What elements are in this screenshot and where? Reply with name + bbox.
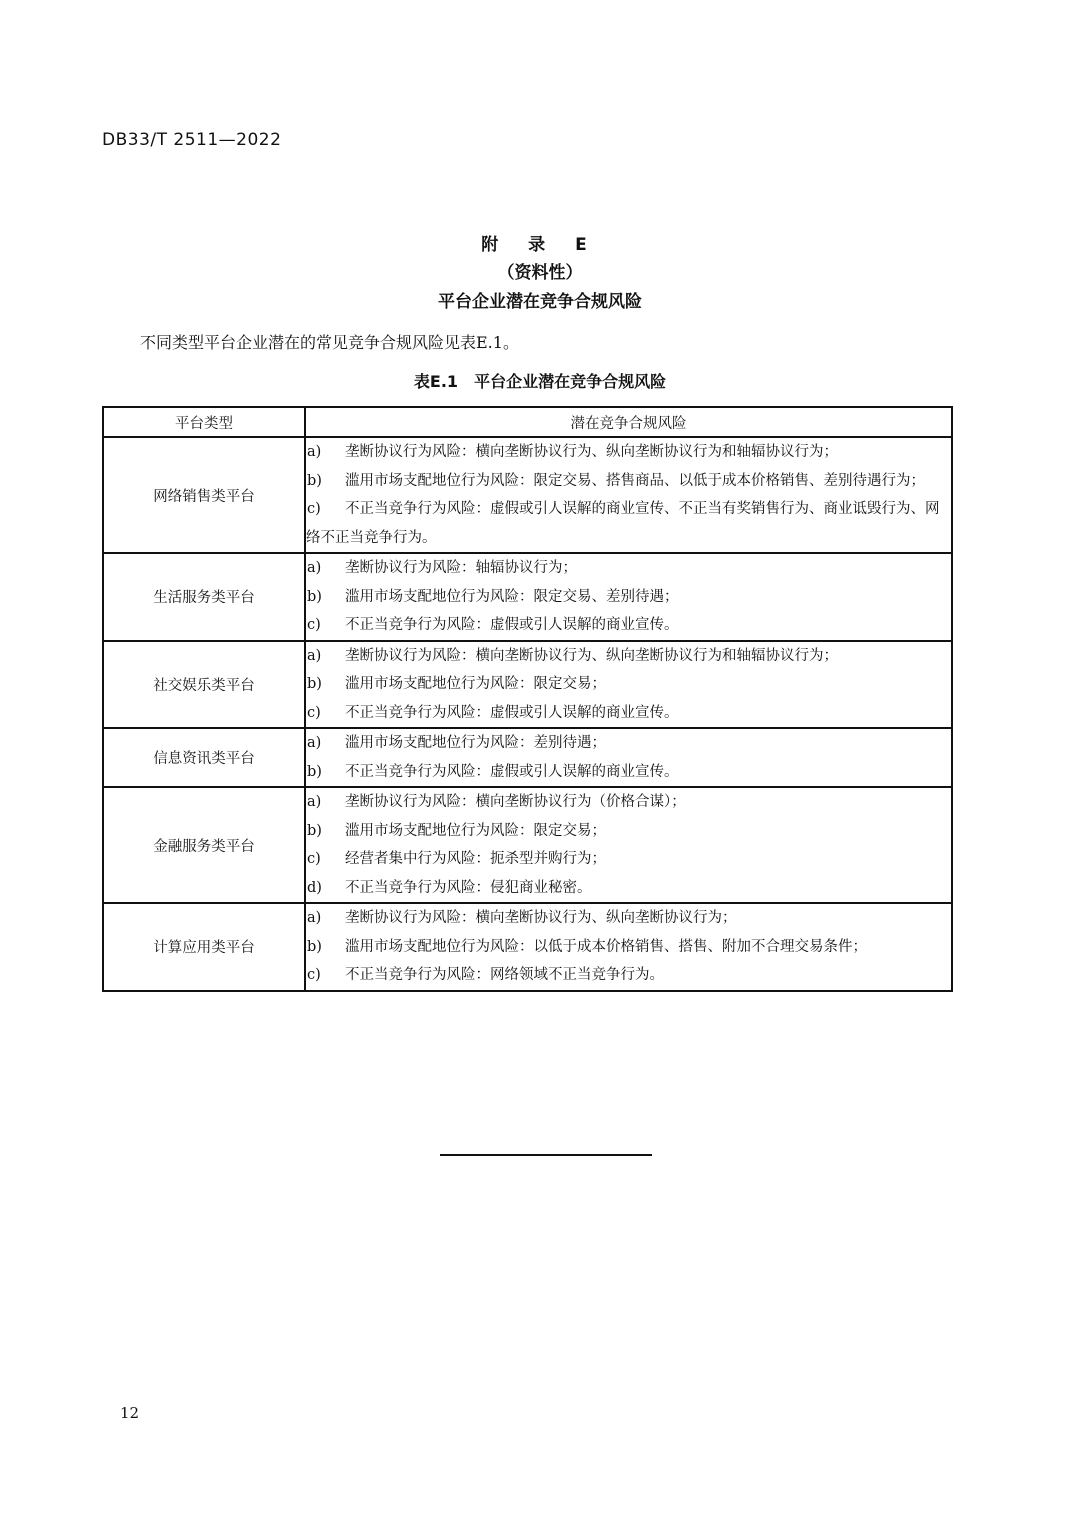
list-marker: a) [307, 560, 322, 576]
risk-item-text: 滥用市场支配地位行为风险：以低于成本价格销售、搭售、附加不合理交易条件； [345, 938, 867, 955]
list-marker: a) [307, 647, 322, 664]
risk-item-text: 不正当竞争行为风险：虚假或引人误解的商业宣传、不正当有奖销售行为、商业诋毁行为、网络不正当竞争行为。 [306, 501, 940, 546]
risk-item [306, 642, 951, 671]
risk-list-cell [305, 903, 952, 991]
intro-paragraph: 不同类型平台企业潜在的常见竞争合规风险见表E.1。 [140, 333, 519, 352]
annex-title: 附 录 E [481, 235, 599, 255]
list-marker: d) [307, 879, 322, 896]
document-code: DB33/T 2511—2022 [102, 130, 282, 150]
table-header-row [103, 407, 952, 437]
risk-item-text: 经营者集中行为风险：扼杀型并购行为； [345, 851, 606, 867]
risk-list-cell [305, 553, 952, 641]
list-marker: b) [307, 938, 322, 955]
risk-table [102, 406, 953, 992]
list-marker: b) [307, 763, 322, 780]
risk-item [306, 729, 951, 758]
list-marker: b) [307, 588, 322, 605]
table-row [103, 437, 952, 553]
risk-item-text: 垄断协议行为风险：横向垄断协议行为（价格合谋）； [345, 794, 686, 810]
list-marker: a) [307, 794, 322, 810]
risk-item [306, 438, 951, 467]
table-row [103, 787, 952, 903]
list-marker: a) [307, 444, 322, 460]
risk-list-cell [305, 787, 952, 903]
risk-item-text: 滥用市场支配地位行为风险：差别待遇； [345, 735, 606, 751]
risk-item-text: 垄断协议行为风险：横向垄断协议行为、纵向垄断协议行为和轴辐协议行为； [345, 444, 838, 460]
list-marker: c) [307, 704, 321, 721]
list-marker: b) [307, 822, 322, 839]
risk-item [306, 961, 951, 990]
risk-list-cell [305, 728, 952, 787]
end-rule [440, 1154, 652, 1156]
table-caption: 表E.1 平台企业潜在竞争合规风险 [413, 372, 667, 391]
risk-item [306, 874, 951, 903]
risk-item-text: 垄断协议行为风险：轴辐协议行为； [345, 560, 577, 576]
risk-item-text: 滥用市场支配地位行为风险：限定交易； [345, 676, 606, 692]
risk-item-text: 滥用市场支配地位行为风险：限定交易； [345, 822, 606, 839]
list-marker: b) [307, 676, 322, 692]
risk-item [306, 758, 951, 787]
list-marker: c) [307, 967, 321, 983]
risk-item [306, 670, 951, 699]
risk-item [306, 611, 951, 640]
risk-item [306, 467, 951, 496]
page-number: 12 [120, 1404, 140, 1422]
risk-item [306, 495, 951, 552]
risk-item-text: 不正当竞争行为风险：侵犯商业秘密。 [345, 879, 592, 896]
column-header-risks: 潜在竞争合规风险 [305, 407, 952, 437]
list-marker: c) [307, 617, 321, 633]
list-marker: a) [307, 910, 322, 926]
risk-item [306, 817, 951, 846]
list-marker: c) [307, 851, 321, 867]
table-row [103, 903, 952, 991]
risk-item [306, 933, 951, 962]
risk-item-text: 滥用市场支配地位行为风险：限定交易、搭售商品、以低于成本价格销售、差别待遇行为； [345, 472, 925, 489]
risk-item-text: 垄断协议行为风险：横向垄断协议行为、纵向垄断协议行为； [345, 910, 737, 926]
risk-table-body [103, 437, 952, 991]
list-marker: b) [307, 472, 322, 489]
risk-item-text: 不正当竞争行为风险：网络领域不正当竞争行为。 [345, 967, 664, 983]
annex-type: （资料性） [497, 263, 583, 283]
platform-type-cell: 信息资讯类平台 [103, 728, 305, 787]
risk-list-cell [305, 641, 952, 729]
risk-item [306, 788, 951, 817]
platform-type-cell: 金融服务类平台 [103, 787, 305, 903]
risk-item-text: 垄断协议行为风险：横向垄断协议行为、纵向垄断协议行为和轴辐协议行为； [345, 647, 838, 664]
table-row [103, 553, 952, 641]
table-row [103, 641, 952, 729]
risk-item-text: 不正当竞争行为风险：虚假或引人误解的商业宣传。 [345, 704, 679, 721]
annex-name: 平台企业潜在竞争合规风险 [438, 292, 642, 312]
list-marker: a) [307, 735, 322, 751]
risk-item [306, 554, 951, 583]
risk-item [306, 845, 951, 874]
risk-item [306, 583, 951, 612]
risk-item [306, 699, 951, 728]
risk-item-text: 不正当竞争行为风险：虚假或引人误解的商业宣传。 [345, 763, 679, 780]
platform-type-cell: 社交娱乐类平台 [103, 641, 305, 729]
risk-item-text: 滥用市场支配地位行为风险：限定交易、差别待遇； [345, 588, 679, 605]
column-header-platform-type: 平台类型 [103, 407, 305, 437]
list-marker: c) [307, 501, 321, 517]
platform-type-cell: 网络销售类平台 [103, 437, 305, 553]
risk-item [306, 904, 951, 933]
risk-list-cell [305, 437, 952, 553]
risk-item-text: 不正当竞争行为风险：虚假或引人误解的商业宣传。 [345, 617, 679, 633]
platform-type-cell: 生活服务类平台 [103, 553, 305, 641]
table-row [103, 728, 952, 787]
platform-type-cell: 计算应用类平台 [103, 903, 305, 991]
